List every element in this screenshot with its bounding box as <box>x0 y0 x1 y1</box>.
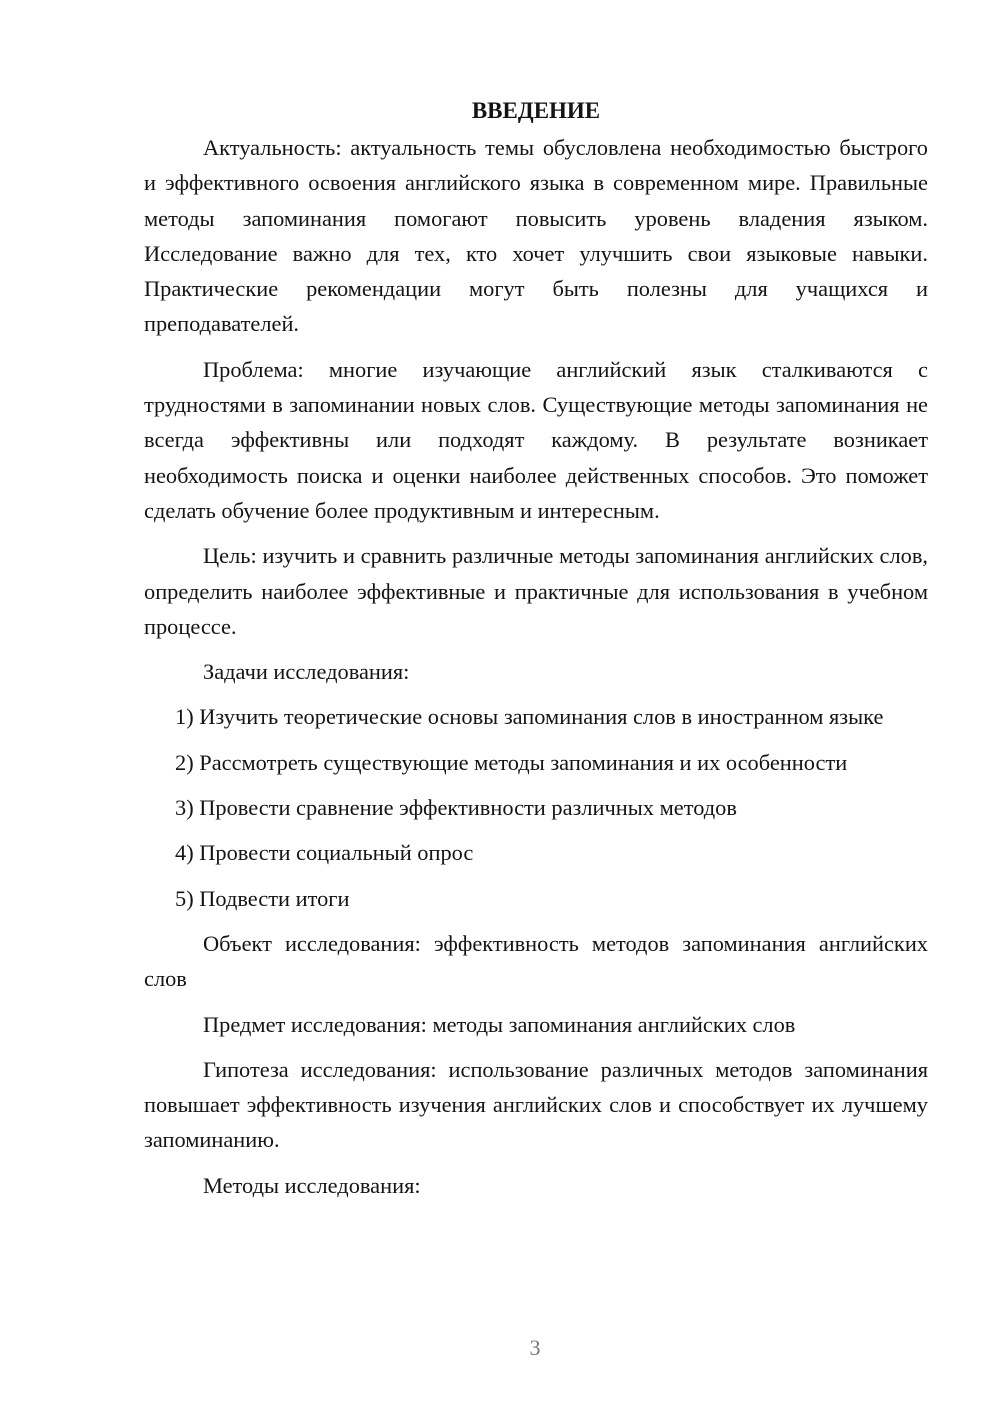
document-page <box>144 96 928 1213</box>
goal-paragraph: Цель: изучить и сравнить различные методы запоминания английских слов, определить наиболее эффективные и практичные для использования в учебном процессе. <box>144 543 928 639</box>
task-item-2: 2) Рассмотреть существующие методы запоминания и их особенности <box>175 749 848 775</box>
relevance-paragraph: Актуальность: актуальность темы обусловлена необходимостью быстрого и эффективного освоения английского языка в современном мире. Правильные методы запоминания помогают повысить уровень владения языком. Исследование важно для тех, кто хочет улучшить свои языковые навыки. Практические рекомендации могут быть полезны для учащихся и преподавателей. <box>144 135 928 337</box>
page-number: 3 <box>529 1335 541 1360</box>
problem-paragraph: Проблема: многие изучающие английский язык сталкиваются с трудностями в запоминании новых слов. Существующие методы запоминания не всегда эффективны или подходят каждому. В результате возникает необходимость поиска и оценки наиболее действенных способов. Это поможет сделать обучение более продуктивным и интересным. <box>144 356 928 523</box>
methods-heading: Методы исследования: <box>203 1172 421 1198</box>
task-item-4: 4) Провести социальный опрос <box>175 840 474 866</box>
task-item-5: 5) Подвести итоги <box>175 885 350 911</box>
task-item-1: 1) Изучить теоретические основы запоминания слов в иностранном языке <box>175 704 884 730</box>
object-paragraph: Объект исследования: эффективность методов запоминания английских слов <box>144 930 928 992</box>
section-title: ВВЕДЕНИЕ <box>471 98 601 123</box>
hypothesis-paragraph: Гипотеза исследования: использование различных методов запоминания повышает эффективность изучения английских слов и способствует их лучшему запоминанию. <box>144 1056 928 1153</box>
tasks-heading: Задачи исследования: <box>203 659 410 685</box>
subject-paragraph: Предмет исследования: методы запоминания английских слов <box>203 1011 796 1037</box>
task-item-3: 3) Провести сравнение эффективности различных методов <box>175 795 737 821</box>
